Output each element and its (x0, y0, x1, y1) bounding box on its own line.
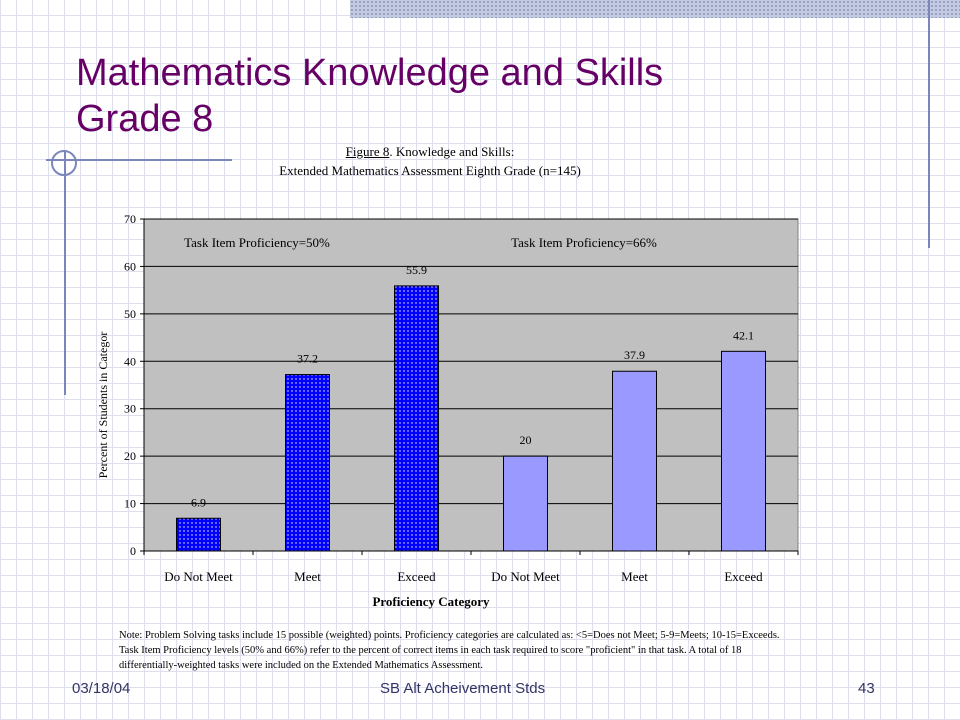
footer-page-number: 43 (858, 680, 875, 697)
x-category-label-4: Meet (621, 569, 648, 584)
x-category-label-3: Do Not Meet (491, 569, 560, 584)
y-tick-label-10: 10 (124, 496, 136, 511)
bar-group66-1 (613, 371, 657, 551)
y-axis-title: Percent of Students in Categor (96, 331, 110, 479)
data-label-0: 6.9 (191, 495, 206, 510)
x-axis-title: Proficiency Category (372, 594, 490, 609)
x-category-label-5: Exceed (724, 569, 763, 584)
slide-title (76, 50, 776, 142)
group-annotation-1: Task Item Proficiency=66% (511, 235, 657, 250)
bar-group50-1 (286, 375, 330, 551)
y-tick-label-20: 20 (124, 449, 136, 464)
decorative-vertical-line-left (64, 150, 66, 395)
bar-group66-2 (722, 351, 766, 551)
y-tick-label-30: 30 (124, 401, 136, 416)
y-tick-label-0: 0 (130, 544, 136, 558)
chart-note: Note: Problem Solving tasks include 15 possible (weighted) points. Proficiency categories are calculated as: <5=Does not Meet; 5-9=Meets; 10-15=Exceeds. Task Item Proficiency levels (50% and 66%) refer to the percent of correct items in each task required to score "proficient" in that task. A total of 18 differentially-weighted tasks were included on the Extended Mathematics Assessment. (119, 630, 780, 671)
data-label-2: 55.9 (406, 262, 427, 277)
figure-subtitle: Extended Mathematics Assessment Eighth Grade (n=145) (279, 163, 581, 178)
y-tick-label-60: 60 (124, 259, 136, 274)
bar-group50-0 (177, 518, 221, 551)
decorative-vertical-line-right (928, 0, 930, 248)
data-label-4: 37.9 (624, 348, 645, 363)
figure-label-suffix: . Knowledge and Skills: (389, 144, 515, 159)
chart-svg (90, 205, 810, 615)
x-category-label-1: Meet (294, 569, 321, 584)
decorative-circle (51, 150, 77, 176)
data-label-5: 42.1 (733, 328, 754, 343)
decorative-top-band (350, 0, 960, 18)
bar-group66-0 (504, 456, 548, 551)
footer-title: SB Alt Acheivement Stds (380, 680, 546, 697)
figure-caption (240, 142, 620, 180)
data-label-3: 20 (519, 433, 532, 448)
bar-chart (90, 205, 810, 615)
data-label-1: 37.2 (297, 351, 318, 366)
bar-group50-2 (395, 286, 439, 551)
y-tick-label-50: 50 (124, 306, 136, 321)
slide-title-line1: Mathematics Knowledge and Skills (76, 52, 664, 94)
y-tick-label-70: 70 (124, 212, 136, 226)
plot-area (144, 219, 798, 551)
slide-title-line2: Grade 8 (76, 98, 214, 140)
group-annotation-0: Task Item Proficiency=50% (184, 235, 330, 250)
y-tick-label-40: 40 (124, 354, 136, 369)
figure-caption-line1 (240, 142, 620, 161)
footer-date: 03/18/04 (72, 680, 131, 697)
figure-label: Figure 8 (345, 144, 390, 159)
x-category-label-0: Do Not Meet (164, 569, 233, 584)
x-category-label-2: Exceed (397, 569, 436, 584)
